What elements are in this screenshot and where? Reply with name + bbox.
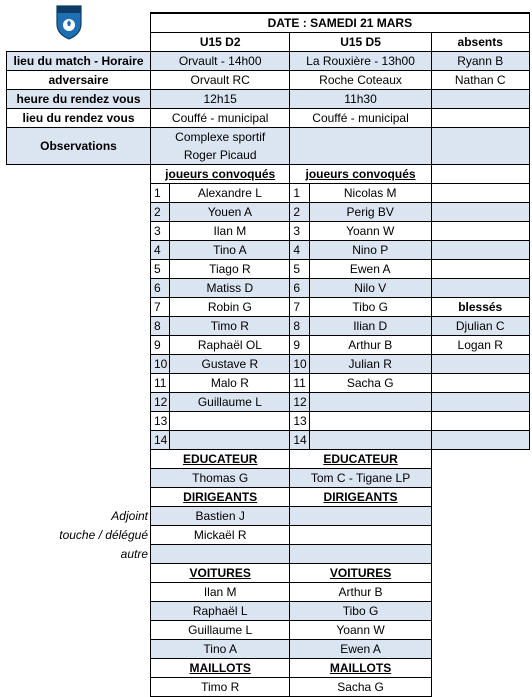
lieu-horaire-d2: Orvault - 14h00 xyxy=(151,52,290,71)
label-spacer xyxy=(7,374,151,393)
label-spacer xyxy=(7,222,151,241)
side-cell xyxy=(431,355,529,374)
player-number-d5: 9 xyxy=(290,336,309,355)
voiture-d5-1: Arthur B xyxy=(290,583,431,602)
player-number-d5: 4 xyxy=(290,241,309,260)
lieu-rdv-d2: Couffé - municipal xyxy=(151,109,290,128)
observations-label: Observations xyxy=(7,128,151,165)
voiture-d5-4: Ewen A xyxy=(290,640,431,659)
player-d5 xyxy=(309,412,431,431)
dirigeants-header-d5: DIRIGEANTS xyxy=(290,488,431,507)
side-cell xyxy=(431,374,529,393)
match-sheet-table xyxy=(6,12,530,697)
player-d2 xyxy=(170,431,290,450)
voitures-header-d5: VOITURES xyxy=(290,564,431,583)
observations-d5 xyxy=(290,128,431,165)
adversaire-d5: Roche Coteaux xyxy=(290,71,431,90)
player-number-d5: 3 xyxy=(290,222,309,241)
player-number-d2: 8 xyxy=(151,317,170,336)
player-number-d2: 7 xyxy=(151,298,170,317)
side-cell xyxy=(431,412,529,431)
player-number-d2: 1 xyxy=(151,184,170,203)
player-number-d2: 2 xyxy=(151,203,170,222)
player-number-d5: 12 xyxy=(290,393,309,412)
label-spacer xyxy=(7,241,151,260)
player-number-d5: 11 xyxy=(290,374,309,393)
player-d5 xyxy=(309,431,431,450)
date-header: DATE : SAMEDI 21 MARS xyxy=(151,13,530,33)
voitures-header-d2: VOITURES xyxy=(151,564,290,583)
blesses-header: blessés xyxy=(431,298,529,317)
voiture-d2-4: Tino A xyxy=(151,640,290,659)
observations-d2 xyxy=(151,128,290,165)
label-spacer xyxy=(7,203,151,222)
dirigeant-d2-3 xyxy=(151,545,290,564)
player-d5: Nilo V xyxy=(309,279,431,298)
player-d2: Gustave R xyxy=(170,355,290,374)
label-spacer xyxy=(7,412,151,431)
voiture-d2-3: Guillaume L xyxy=(151,621,290,640)
player-d2: Tiago R xyxy=(170,260,290,279)
label-spacer xyxy=(7,279,151,298)
player-d5: Julian R xyxy=(309,355,431,374)
label-spacer xyxy=(7,336,151,355)
player-d2: Raphaël OL xyxy=(170,336,290,355)
side-cell xyxy=(431,393,529,412)
player-number-d5: 6 xyxy=(290,279,309,298)
observations-line-1: Complexe sportif xyxy=(175,130,266,144)
player-number-d2: 9 xyxy=(151,336,170,355)
player-d5: Nino P xyxy=(309,241,431,260)
player-d2: Timo R xyxy=(170,317,290,336)
corner-blank xyxy=(7,13,151,33)
label-spacer xyxy=(7,184,151,203)
label-spacer xyxy=(7,355,151,374)
heure-rdv-d2: 12h15 xyxy=(151,90,290,109)
lieu-horaire-label: lieu du match - Horaire xyxy=(7,52,151,71)
lieu-rdv-d5: Couffé - municipal xyxy=(290,109,431,128)
label-spacer xyxy=(7,431,151,450)
player-d2: Robin G xyxy=(170,298,290,317)
player-number-d2: 4 xyxy=(151,241,170,260)
educateur-d2: Thomas G xyxy=(151,469,290,488)
blesse-entry: Logan R xyxy=(431,336,529,355)
label-spacer xyxy=(7,317,151,336)
player-number-d2: 11 xyxy=(151,374,170,393)
convoques-header-d5: joueurs convoqués xyxy=(290,165,431,184)
dirigeant-d5-1 xyxy=(290,507,431,526)
side-cell xyxy=(431,203,529,222)
role-touche: touche / délégué xyxy=(59,528,148,542)
player-d5: Ewen A xyxy=(309,260,431,279)
team-d2-header: U15 D2 xyxy=(151,33,290,52)
player-d5: Tibo G xyxy=(309,298,431,317)
label-spacer xyxy=(7,298,151,317)
dirigeant-d2-1: Bastien J xyxy=(151,507,290,526)
educateur-header-d5: EDUCATEUR xyxy=(290,450,431,469)
role-adjoint: Adjoint xyxy=(111,509,148,523)
player-number-d2: 10 xyxy=(151,355,170,374)
player-number-d5: 5 xyxy=(290,260,309,279)
player-number-d5: 10 xyxy=(290,355,309,374)
player-number-d2: 3 xyxy=(151,222,170,241)
educateur-header-d2: EDUCATEUR xyxy=(151,450,290,469)
educateur-d5: Tom C - Tigane LP xyxy=(290,469,431,488)
side-cell xyxy=(431,184,529,203)
maillots-d2: Timo R xyxy=(151,678,290,697)
player-d5 xyxy=(309,393,431,412)
absent-1: Ryann B xyxy=(431,52,529,71)
voiture-d5-3: Yoann W xyxy=(290,621,431,640)
absent-2: Nathan C xyxy=(431,71,529,90)
observations-line-2: Roger Picaud xyxy=(183,148,257,162)
blesse-entry: Djulian C xyxy=(431,317,529,336)
player-d5: Arthur B xyxy=(309,336,431,355)
voiture-d2-1: Ilan M xyxy=(151,583,290,602)
player-d5: Nicolas M xyxy=(309,184,431,203)
voiture-d5-2: Tibo G xyxy=(290,602,431,621)
maillots-header-d2: MAILLOTS xyxy=(151,659,290,678)
player-number-d2: 12 xyxy=(151,393,170,412)
player-number-d2: 13 xyxy=(151,412,170,431)
maillots-header-d5: MAILLOTS xyxy=(290,659,431,678)
adversaire-d2: Orvault RC xyxy=(151,71,290,90)
player-number-d5: 13 xyxy=(290,412,309,431)
heure-rdv-d5: 11h30 xyxy=(290,90,431,109)
role-autre: autre xyxy=(120,547,148,561)
player-number-d5: 2 xyxy=(290,203,309,222)
player-number-d5: 8 xyxy=(290,317,309,336)
player-number-d2: 14 xyxy=(151,431,170,450)
team-d5-header: U15 D5 xyxy=(290,33,431,52)
player-number-d5: 7 xyxy=(290,298,309,317)
player-number-d5: 14 xyxy=(290,431,309,450)
label-spacer xyxy=(7,393,151,412)
player-d2: Tino A xyxy=(170,241,290,260)
player-rows xyxy=(7,184,530,450)
lieu-rdv-label: lieu du rendez vous xyxy=(7,109,151,128)
dirigeant-d5-3 xyxy=(290,545,431,564)
player-d2: Youen A xyxy=(170,203,290,222)
maillots-d5: Sacha G xyxy=(290,678,431,697)
player-d2: Matiss D xyxy=(170,279,290,298)
player-number-d5: 1 xyxy=(290,184,309,203)
side-cell xyxy=(431,431,529,450)
convoques-header-d2: joueurs convoqués xyxy=(151,165,290,184)
side-cell xyxy=(431,222,529,241)
dirigeants-header-d2: DIRIGEANTS xyxy=(151,488,290,507)
adversaire-label: adversaire xyxy=(7,71,151,90)
heure-rdv-label: heure du rendez vous xyxy=(7,90,151,109)
player-d2 xyxy=(170,412,290,431)
player-d5: Ilian D xyxy=(309,317,431,336)
player-d5: Sacha G xyxy=(309,374,431,393)
side-cell xyxy=(431,279,529,298)
player-number-d2: 5 xyxy=(151,260,170,279)
dirigeant-d2-2: Mickaël R xyxy=(151,526,290,545)
player-d5: Perig BV xyxy=(309,203,431,222)
player-number-d2: 6 xyxy=(151,279,170,298)
voiture-d2-2: Raphaël L xyxy=(151,602,290,621)
side-cell xyxy=(431,241,529,260)
side-cell xyxy=(431,260,529,279)
label-spacer xyxy=(7,260,151,279)
player-d2: Guillaume L xyxy=(170,393,290,412)
absents-header: absents xyxy=(431,33,529,52)
player-d2: Alexandre L xyxy=(170,184,290,203)
lieu-horaire-d5: La Rouxière - 13h00 xyxy=(290,52,431,71)
dirigeant-d5-2 xyxy=(290,526,431,545)
player-d2: Malo R xyxy=(170,374,290,393)
player-d5: Yoann W xyxy=(309,222,431,241)
player-d2: Ilan M xyxy=(170,222,290,241)
